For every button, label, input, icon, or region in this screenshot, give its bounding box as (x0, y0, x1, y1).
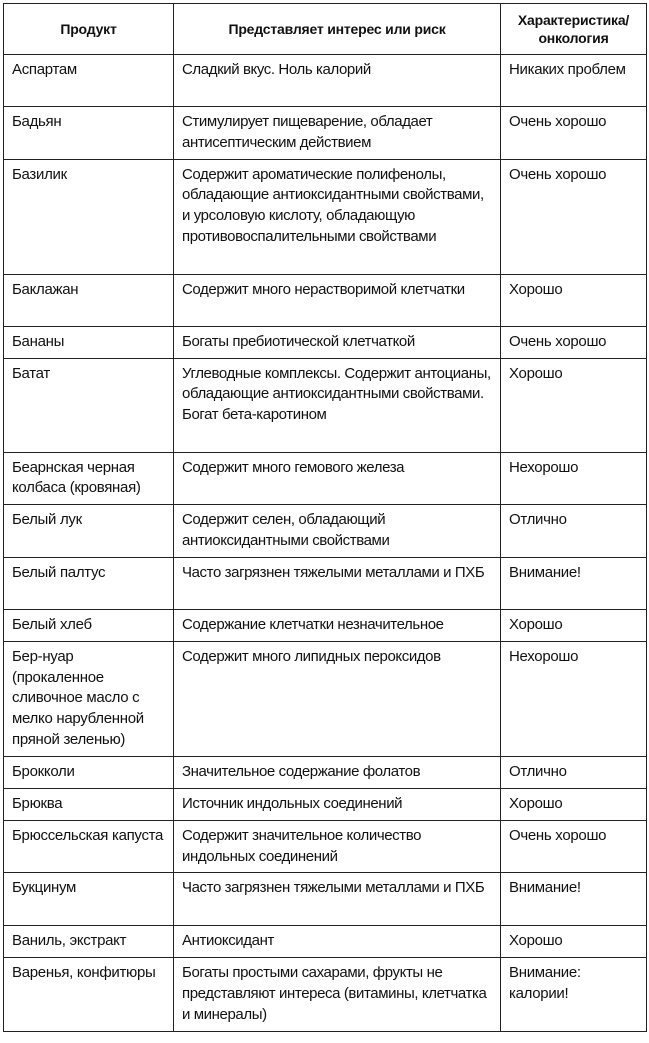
table-row (4, 557, 647, 609)
cell-rating (501, 505, 647, 558)
interest-text: Содержит много липидных пероксидов (182, 647, 441, 665)
interest-text: Содержит ароматические полифенолы, обладающие антиоксидантными свойствами, и урсоловую кислоту, обладающую противовоспалительными свойствами (182, 165, 484, 245)
cell-interest (174, 820, 501, 873)
cell-product (4, 452, 174, 505)
table-row (4, 788, 647, 820)
interest-text: Содержит значительное количество индольных соединений (182, 826, 422, 865)
table-row (4, 926, 647, 958)
table-row (4, 641, 647, 756)
interest-text: Содержание клетчатки незначительное (182, 615, 444, 633)
rating-text: Хорошо (509, 364, 563, 382)
cell-interest (174, 609, 501, 641)
rating-text: Внимание: калории! (509, 964, 581, 1002)
product-name: Букцинум (12, 879, 77, 897)
rating-text: Хорошо (509, 615, 563, 633)
cell-interest (174, 358, 501, 452)
rating-text: Никаких проблем (509, 61, 626, 78)
product-name: Ваниль, экстракт (12, 932, 127, 950)
table-row (4, 873, 647, 926)
interest-text: Источник индольных соединений (182, 794, 403, 812)
cell-rating (501, 107, 647, 160)
rating-text: Хорошо (509, 280, 563, 298)
product-name: Белый лук (12, 511, 82, 529)
cell-rating (501, 958, 647, 1032)
cell-rating (501, 55, 647, 107)
rating-text: Нехорошо (509, 647, 579, 665)
cell-interest (174, 505, 501, 558)
cell-rating (501, 358, 647, 452)
header-rating: Характеристика/ онкология (501, 4, 647, 55)
rating-text: Очень хорошо (509, 113, 607, 130)
interest-text: Содержит много нерастворимой клетчатки (182, 280, 465, 298)
cell-product (4, 505, 174, 558)
cell-rating (501, 452, 647, 505)
cell-interest (174, 641, 501, 756)
cell-rating (501, 641, 647, 756)
cell-product (4, 274, 174, 326)
cell-interest (174, 107, 501, 160)
product-name: Батат (12, 364, 50, 382)
cell-interest (174, 557, 501, 609)
rating-text: Нехорошо (509, 458, 579, 476)
interest-text: Стимулирует пищеварение, обладает антисептическим действием (182, 113, 433, 151)
cell-interest (174, 55, 501, 107)
table-row (4, 274, 647, 326)
interest-text: Углеводные комплексы. Содержит антоцианы, обладающие антиоксидантными свойствами. Богат бета-каротином (182, 364, 491, 424)
cell-rating (501, 820, 647, 873)
cell-product (4, 326, 174, 358)
rating-text: Внимание! (509, 563, 581, 581)
cell-interest (174, 326, 501, 358)
product-name: Аспартам (12, 61, 77, 78)
header-interest: Представляет интерес или риск (174, 4, 501, 55)
cell-product (4, 557, 174, 609)
table-row (4, 820, 647, 873)
product-name: Варенья, конфитюры (12, 964, 156, 982)
cell-product (4, 788, 174, 820)
cell-interest (174, 756, 501, 788)
cell-product (4, 609, 174, 641)
cell-rating (501, 788, 647, 820)
cell-rating (501, 274, 647, 326)
cell-product (4, 55, 174, 107)
interest-text: Содержит селен, обладающий антиоксидантными свойствами (182, 511, 390, 549)
cell-rating (501, 326, 647, 358)
cell-interest (174, 873, 501, 926)
interest-text: Антиоксидант (182, 932, 274, 950)
interest-text: Часто загрязнен тяжелыми металлами и ПХБ (182, 879, 485, 897)
table-row (4, 505, 647, 558)
cell-interest (174, 274, 501, 326)
rating-text: Очень хорошо (509, 165, 607, 183)
table-row (4, 107, 647, 160)
table-row (4, 452, 647, 505)
cell-rating (501, 926, 647, 958)
rating-text: Отлично (509, 762, 567, 780)
product-name: Бананы (12, 332, 65, 350)
rating-text: Хорошо (509, 932, 563, 950)
rating-text: Очень хорошо (509, 332, 607, 350)
cell-product (4, 873, 174, 926)
product-name: Белый палтус (12, 563, 106, 581)
rating-text: Очень хорошо (509, 826, 607, 844)
product-name: Бадьян (12, 113, 62, 130)
product-name: Беарнская черная колбаса (кровяная) (12, 458, 141, 497)
header-row (4, 4, 647, 55)
cell-product (4, 926, 174, 958)
product-name: Брюссельская капуста (12, 826, 164, 844)
cell-interest (174, 926, 501, 958)
interest-text: Часто загрязнен тяжелыми металлами и ПХБ (182, 563, 485, 581)
cell-rating (501, 609, 647, 641)
cell-interest (174, 159, 501, 274)
table-row (4, 358, 647, 452)
cell-product (4, 820, 174, 873)
table-header (4, 4, 647, 55)
table-row (4, 756, 647, 788)
table-row (4, 958, 647, 1032)
header-product: Продукт (4, 4, 174, 55)
interest-text: Значительное содержание фолатов (182, 762, 421, 780)
cell-product (4, 958, 174, 1032)
table-row (4, 326, 647, 358)
product-table (3, 3, 647, 1032)
product-name: Белый хлеб (12, 615, 92, 633)
cell-product (4, 358, 174, 452)
rating-text: Отлично (509, 511, 567, 529)
cell-product (4, 756, 174, 788)
interest-text: Сладкий вкус. Ноль калорий (182, 61, 371, 78)
interest-text: Содержит много гемового железа (182, 458, 405, 476)
table-row (4, 609, 647, 641)
cell-product (4, 641, 174, 756)
cell-rating (501, 873, 647, 926)
table-body (4, 55, 647, 1032)
cell-rating (501, 557, 647, 609)
cell-interest (174, 788, 501, 820)
cell-interest (174, 958, 501, 1032)
rating-text: Внимание! (509, 879, 581, 897)
table-row (4, 159, 647, 274)
product-name: Бер-нуар (прокаленное сливочное масло с мелко нарубленной пряной зеленью) (12, 647, 144, 748)
cell-rating (501, 756, 647, 788)
interest-text: Богаты пребиотической клетчаткой (182, 332, 415, 350)
cell-interest (174, 452, 501, 505)
product-name: Брюква (12, 794, 63, 812)
interest-text: Богаты простыми сахарами, фрукты не представляют интереса (витамины, клетчатка и минералы) (182, 964, 487, 1023)
table-row (4, 55, 647, 107)
product-name: Баклажан (12, 280, 79, 298)
product-name: Брокколи (12, 762, 75, 780)
rating-text: Хорошо (509, 794, 563, 812)
cell-product (4, 107, 174, 160)
product-name: Базилик (12, 165, 67, 183)
cell-rating (501, 159, 647, 274)
cell-product (4, 159, 174, 274)
